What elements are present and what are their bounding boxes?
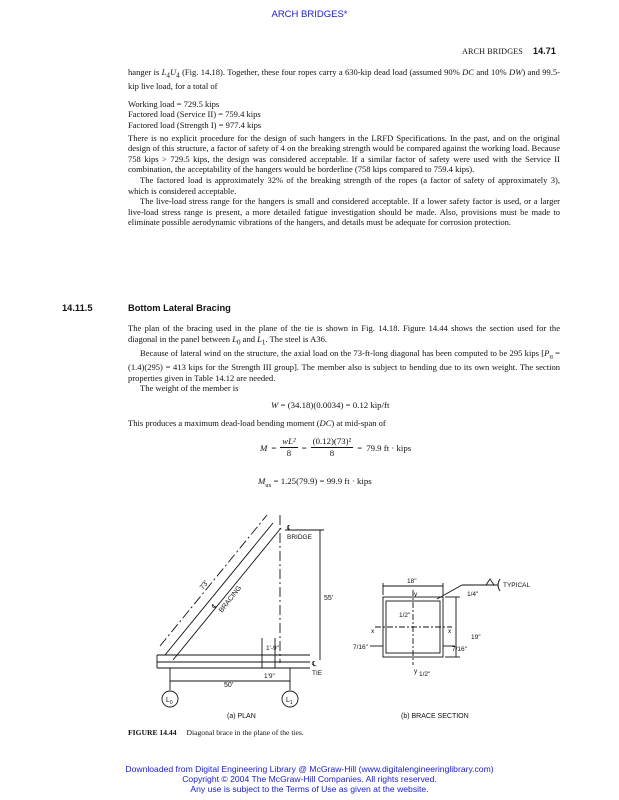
paragraph-moment: This produces a maximum dead-load bending moment (DC) at mid-span of: [128, 418, 386, 428]
section-title: Bottom Lateral Bracing: [128, 303, 231, 313]
sec-plate-12b: 1/2": [419, 671, 431, 678]
sec-plate-12a: 1/2": [399, 612, 411, 619]
plan-tie-label: TIE: [312, 670, 323, 677]
section-labels: [353, 578, 530, 720]
equation-weight: W = (34.18)(0.0034) = 0.12 kip/ft: [271, 400, 390, 410]
plan-bracing-cl: ℄: [211, 602, 220, 611]
sec-axis-y-top: y: [414, 591, 418, 598]
bracing-centerline: [160, 515, 267, 646]
paragraph-factored-load: The factored load is approximately 32% of the breaking strength of the ropes (a factor of safety of approximately 3), which is considered acceptable.: [128, 175, 560, 196]
figure-number: FIGURE 14.44: [128, 728, 177, 737]
section-caption: (b) BRACE SECTION: [401, 713, 469, 720]
load-working: Working load = 729.5 kips: [128, 98, 220, 109]
plan-caption: (a) PLAN: [227, 713, 256, 720]
footer-download-link[interactable]: Downloaded from Digital Engineering Library @ McGraw-Hill (www.digitalengineeringlibrary.com): [125, 764, 494, 774]
page-number: 14.71: [532, 46, 556, 56]
bracing-line-2: [173, 528, 281, 660]
top-banner-link[interactable]: ARCH BRIDGES*: [271, 9, 348, 20]
footer: [0, 764, 619, 795]
sec-dim-19: 19": [471, 634, 481, 641]
node-l0-label: $L_0$: [166, 697, 173, 706]
footer-copyright: Copyright © 2004 The McGraw-Hill Companies. All rights reserved.: [182, 774, 437, 785]
running-head-title: ARCH BRIDGES: [461, 47, 523, 56]
sec-axis-x-left: x: [371, 628, 375, 635]
sec-plate-716a: 7/16": [353, 644, 368, 651]
plan-dim-50: 50': [224, 682, 234, 689]
sec-plate-716b: 7/16": [452, 646, 467, 653]
weld-symbol: [486, 579, 494, 585]
plan-drawing: [157, 515, 324, 707]
paragraph-hanger: hanger is $L_4U_4$ (Fig. 14.18). Together, these four ropes carry a 630-kip dead load (assumed 90% DC and 10% DW) and 99.5-kip live load, for a total of: [128, 67, 561, 92]
sec-typical: TYPICAL: [503, 582, 531, 589]
paragraph-weight: The weight of the member is: [140, 383, 239, 394]
plan-dim-55: 55': [324, 595, 334, 602]
footer-terms-link[interactable]: Any use is subject to the Terms of Use as given at the website.: [190, 784, 429, 795]
figure-caption-text: Diagonal brace in the plane of the ties.: [186, 728, 304, 737]
equation-factored-moment: $M_{ux} = 1.25(79.9) = 99.9$ ft · kips: [258, 476, 372, 489]
weld-tail: [498, 579, 500, 591]
sec-axis-x-right: x: [448, 628, 452, 635]
plan-length-label: 73': [199, 579, 211, 592]
paragraph-plan: The plan of the bracing used in the plane of the tie is shown in Fig. 14.18. Figure 14.44 shows the section used for the diagonal in the panel between $L_0$ and $L_1$. The steel is A36.: [128, 323, 560, 347]
sec-plate-14: 1/4": [467, 591, 479, 598]
figure-caption: [128, 728, 304, 737]
sec-dim-18: 18": [407, 578, 417, 585]
plan-bridge-cl: ℄: [287, 525, 292, 532]
sec-axis-y-bot: y: [414, 668, 418, 675]
section-number: 14.11.5: [62, 303, 93, 313]
paragraph-wind: Because of lateral wind on the structure, the axial load on the 73-ft-long diagonal has been computed to be 295 kips [$P_u = (1.4)(295) = 413$ kips for the Strength III group]. The member also is subject to bending due to its own weight. The section properties given in Table 14.12 are needed.: [128, 347, 560, 383]
plan-dim-19b: 1'9": [264, 673, 275, 680]
load-strength-i: Factored load (Strength I) = 977.4 kips: [128, 120, 262, 131]
plan-bridge-label: BRIDGE: [287, 534, 312, 541]
equation-moment: M = $\frac{\text{wL²}}{8}$ = $\frac{\text{(0.12)(73)²}}{8}$ = 79.9 ft · kips: [260, 436, 412, 458]
node-l1-label: $L_1$: [286, 697, 293, 706]
bracing-line-1: [165, 523, 273, 655]
section-drawing: [370, 579, 500, 665]
plan-dim-19a: 1'-9": [266, 645, 279, 652]
plan-tie-cl: ℄: [312, 661, 317, 668]
paragraph-live-load: The live-load stress range for the hangers is small and considered acceptable. If a lower safety factor is used, or a larger live-load stress range is present, a more detailed fatigue investigation should be made. Also, provisions must be made to eliminate possible aerodynamic vibrations of the hangers, and details must be adequate for corrosion protection.: [128, 196, 560, 228]
paragraph-safety-factor: There is no explicit procedure for the design of such hangers in the LRFD Specifications. In the past, and on the original design of this structure, a factor of safety of 4 on the breaking strength would be compared against the working load. Because 758 kips > 729.5 kips, the design was considered acceptable. If a similar factor of safety were used with the Service II combination, the acceptability of the hangers would be borderline (758 kips compared to 759.4 kips).: [128, 132, 560, 175]
plan-bracing-label: BRACING: [218, 584, 244, 615]
load-service-ii: Factored load (Service II) = 759.4 kips: [128, 109, 261, 120]
